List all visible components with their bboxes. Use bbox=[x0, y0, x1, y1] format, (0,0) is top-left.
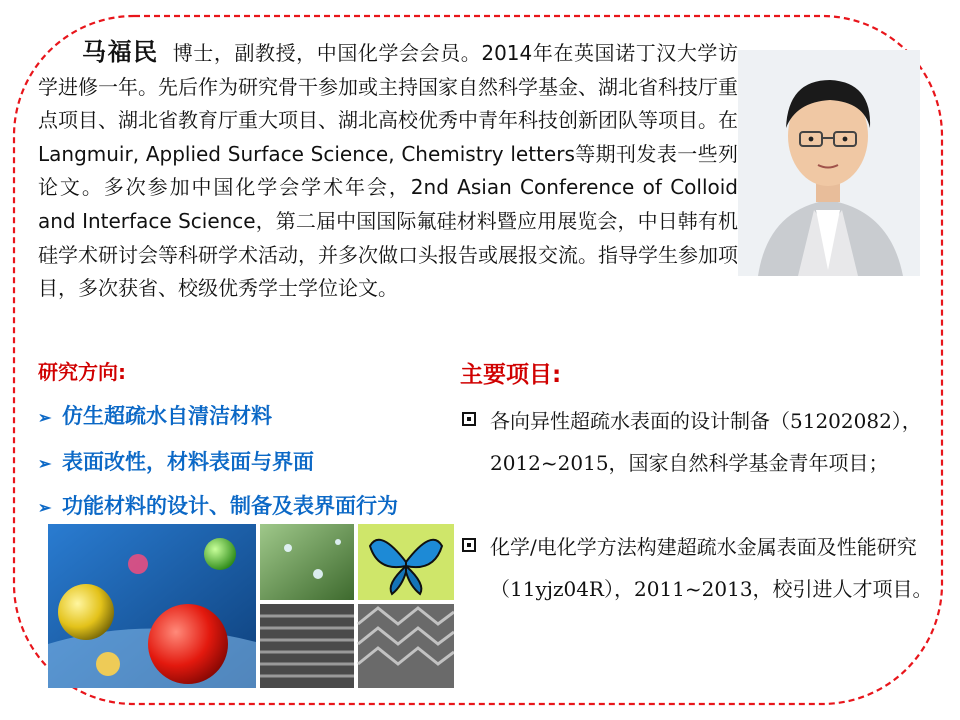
square-bullet-icon bbox=[462, 538, 476, 552]
research-item: ➢ 功能材料的设计、制备及表界面行为 bbox=[38, 493, 398, 518]
portrait-photo bbox=[738, 50, 920, 276]
butterfly-image bbox=[358, 524, 454, 600]
square-bullet-icon bbox=[462, 412, 476, 426]
project-item: 各向异性超疏水表面的设计制备（51202082），2012~2015，国家自然科学基金青年项目； bbox=[462, 400, 942, 484]
person-name: 马福民 bbox=[82, 38, 159, 66]
research-item: ➢ 表面改性，材料表面与界面 bbox=[38, 449, 314, 474]
sem-microstructure-image bbox=[260, 604, 454, 688]
portrait-illustration bbox=[738, 50, 920, 276]
projects-heading: 主要项目: bbox=[460, 362, 562, 388]
bio-paragraph bbox=[38, 36, 738, 306]
project-item: 化学/电化学方法构建超疏水金属表面及性能研究（11yjz04R），2011~2013，校引进人才项目。 bbox=[462, 526, 942, 610]
research-item: ➢ 仿生超疏水自清洁材料 bbox=[38, 403, 272, 428]
bio-text: 博士，副教授，中国化学会会员。2014年在英国诺丁汉大学访学进修一年。先后作为研究骨干参加或主持国家自然科学基金、湖北省科技厅重点项目、湖北省教育厅重大项目、湖北高校优秀中青年科技创新团队等项目。在Langmuir, Applied Surface Science, Chemistry letters等期刊发表一些列论文。多次参加中国化学会学术年会，2nd Asian Conference of Colloid and Interface Science，第二届中国国际氟硅材料暨应用展览会，中日韩有机硅学术研讨会等科研学术活动，并多次做口头报告或展报交流。指导学生参加项目，多次获省、校级优秀学士学位论文。 bbox=[38, 41, 739, 301]
arrow-bullet-icon: ➢ bbox=[38, 408, 52, 427]
arrow-bullet-icon: ➢ bbox=[38, 454, 52, 473]
research-images-collage bbox=[48, 524, 454, 688]
droplets-image bbox=[48, 524, 256, 688]
arrow-bullet-icon: ➢ bbox=[38, 498, 52, 517]
research-heading: 研究方向: bbox=[38, 360, 126, 384]
leaf-droplets-image bbox=[260, 524, 354, 600]
